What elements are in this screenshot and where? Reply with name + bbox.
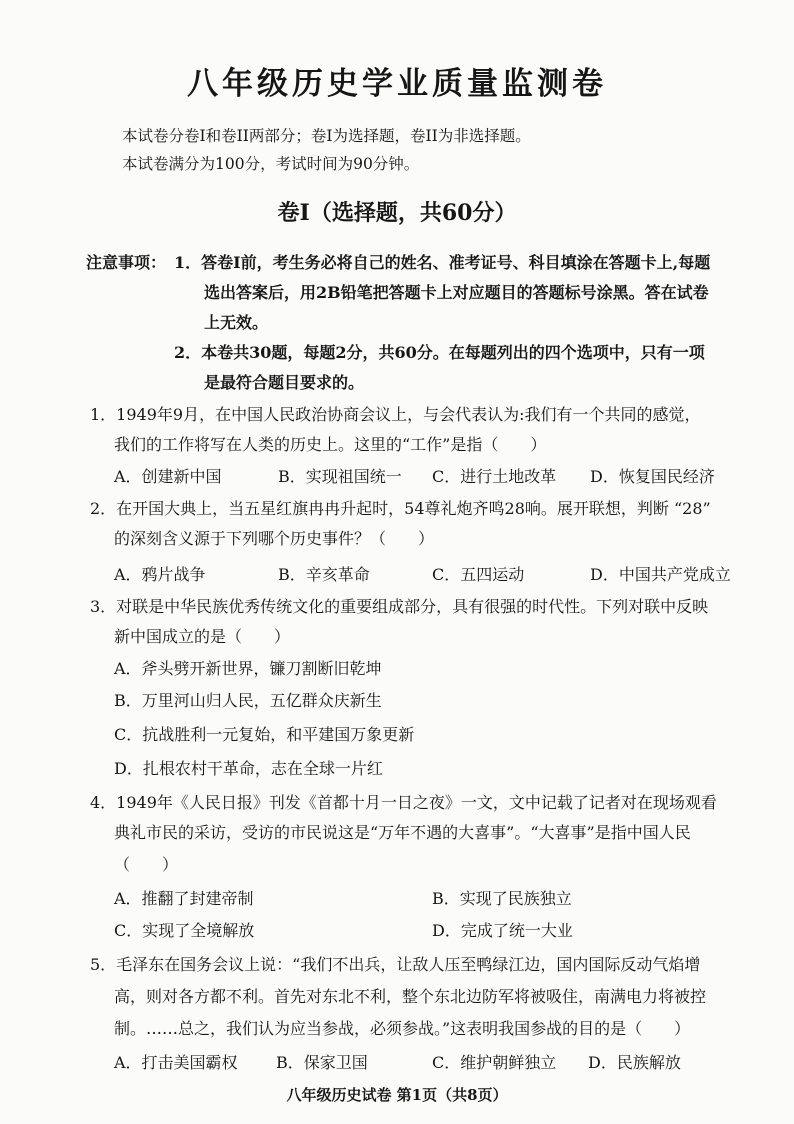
q2-option-a: A．鸦片战争 xyxy=(114,565,206,584)
q2-option-b: B．辛亥革命 xyxy=(278,565,370,584)
notes-label: 注意事项： xyxy=(86,253,167,272)
q4-option-a: A．推翻了封建帝制 xyxy=(114,889,254,908)
q3-option-b: B．万里河山归人民，五亿群众庆新生 xyxy=(114,691,382,710)
exam-title: 八年级历史学业质量监测卷 xyxy=(187,66,607,102)
q3-option-d: D．扎根农村干革命，志在全球一片红 xyxy=(114,759,383,778)
q3-option-a: A．斧头劈开新世界，镰刀割断旧乾坤 xyxy=(114,659,382,678)
q3-stem-line2: 新中国成立的是（ ） xyxy=(114,627,291,646)
q5-stem-line2: 高，则对各方都不利。首先对东北不利，整个东北边防军将被吸住，南满电力将被控 xyxy=(114,987,707,1006)
intro-line-2: 本试卷满分为100分，考试时间为90分钟。 xyxy=(122,155,420,173)
q1-option-a: A．创建新中国 xyxy=(114,467,222,486)
notes-item2-line1: 2．本卷共30题，每题2分，共60分。在每题列出的四个选项中，只有一项 xyxy=(174,343,705,362)
q3-option-c: C．抗战胜利一元复始，和平建国万象更新 xyxy=(114,725,415,744)
q4-option-b: B．实现了民族独立 xyxy=(432,889,572,908)
page-footer: 八年级历史试卷 第1页（共8页） xyxy=(286,1086,508,1104)
notes-item1-line2: 选出答案后，用2B铅笔把答题卡上对应题目的答题标号涂黑。答在试卷 xyxy=(204,283,709,302)
intro-line-1: 本试卷分卷I和卷II两部分；卷I为选择题，卷II为非选择题。 xyxy=(122,127,531,145)
q4-stem-line1: 4．1949年《人民日报》刊发《首都十月一日之夜》一文，文中记载了记者对在现场观看 xyxy=(90,793,717,812)
q5-stem-line3: 制。……总之，我们认为应当参战，必须参战。”这表明我国参战的目的是（ ） xyxy=(114,1019,691,1038)
notes-item2-line2: 是最符合题目要求的。 xyxy=(204,373,365,392)
notes-item1-line3: 上无效。 xyxy=(204,313,269,332)
q3-stem-line1: 3．对联是中华民族优秀传统文化的重要组成部分，具有很强的时代性。下列对联中反映 xyxy=(90,597,709,616)
q4-option-c: C．实现了全境解放 xyxy=(114,921,255,940)
q5-option-c: C．维护朝鲜独立 xyxy=(432,1053,557,1072)
q4-option-d: D．完成了统一大业 xyxy=(432,921,573,940)
q5-stem-line1: 5．毛泽东在国务会议上说：“我们不出兵，让敌人压至鸭绿江边，国内国际反动气焰增 xyxy=(90,955,701,974)
q2-option-d: D．中国共产党成立 xyxy=(590,565,731,584)
q5-option-a: A．打击美国霸权 xyxy=(114,1053,238,1072)
q5-option-d: D．民族解放 xyxy=(588,1053,681,1072)
notes-item1-line1: 1．答卷I前，考生务必将自己的姓名、准考证号、科目填涂在答题卡上,每题 xyxy=(174,253,711,272)
q1-stem-line2: 我们的工作将写在人类的历史上。这里的“工作”是指（ ） xyxy=(114,435,547,454)
section-title: 卷I（选择题，共60分） xyxy=(277,200,517,226)
q4-stem-line3: （ ） xyxy=(114,855,179,874)
q1-option-c: C．进行土地改革 xyxy=(432,467,557,486)
q2-option-c: C．五四运动 xyxy=(432,565,525,584)
q1-option-b: B．实现祖国统一 xyxy=(278,467,402,486)
q1-option-d: D．恢复国民经济 xyxy=(590,467,715,486)
q2-stem-line1: 2．在开国大典上，当五星红旗冉冉升起时，54尊礼炮齐鸣28响。展开联想，判断 “28” xyxy=(90,499,711,518)
q1-stem-line1: 1．1949年9月，在中国人民政治协商会议上，与会代表认为:我们有一个共同的感觉， xyxy=(90,405,701,424)
q2-stem-line2: 的深刻含义源于下列哪个历史事件？（ ） xyxy=(114,529,435,548)
q4-stem-line2: 典礼市民的采访，受访的市民说这是“万年不遇的大喜事”。“大喜事”是指中国人民 xyxy=(114,823,691,842)
q5-option-b: B．保家卫国 xyxy=(276,1053,368,1072)
